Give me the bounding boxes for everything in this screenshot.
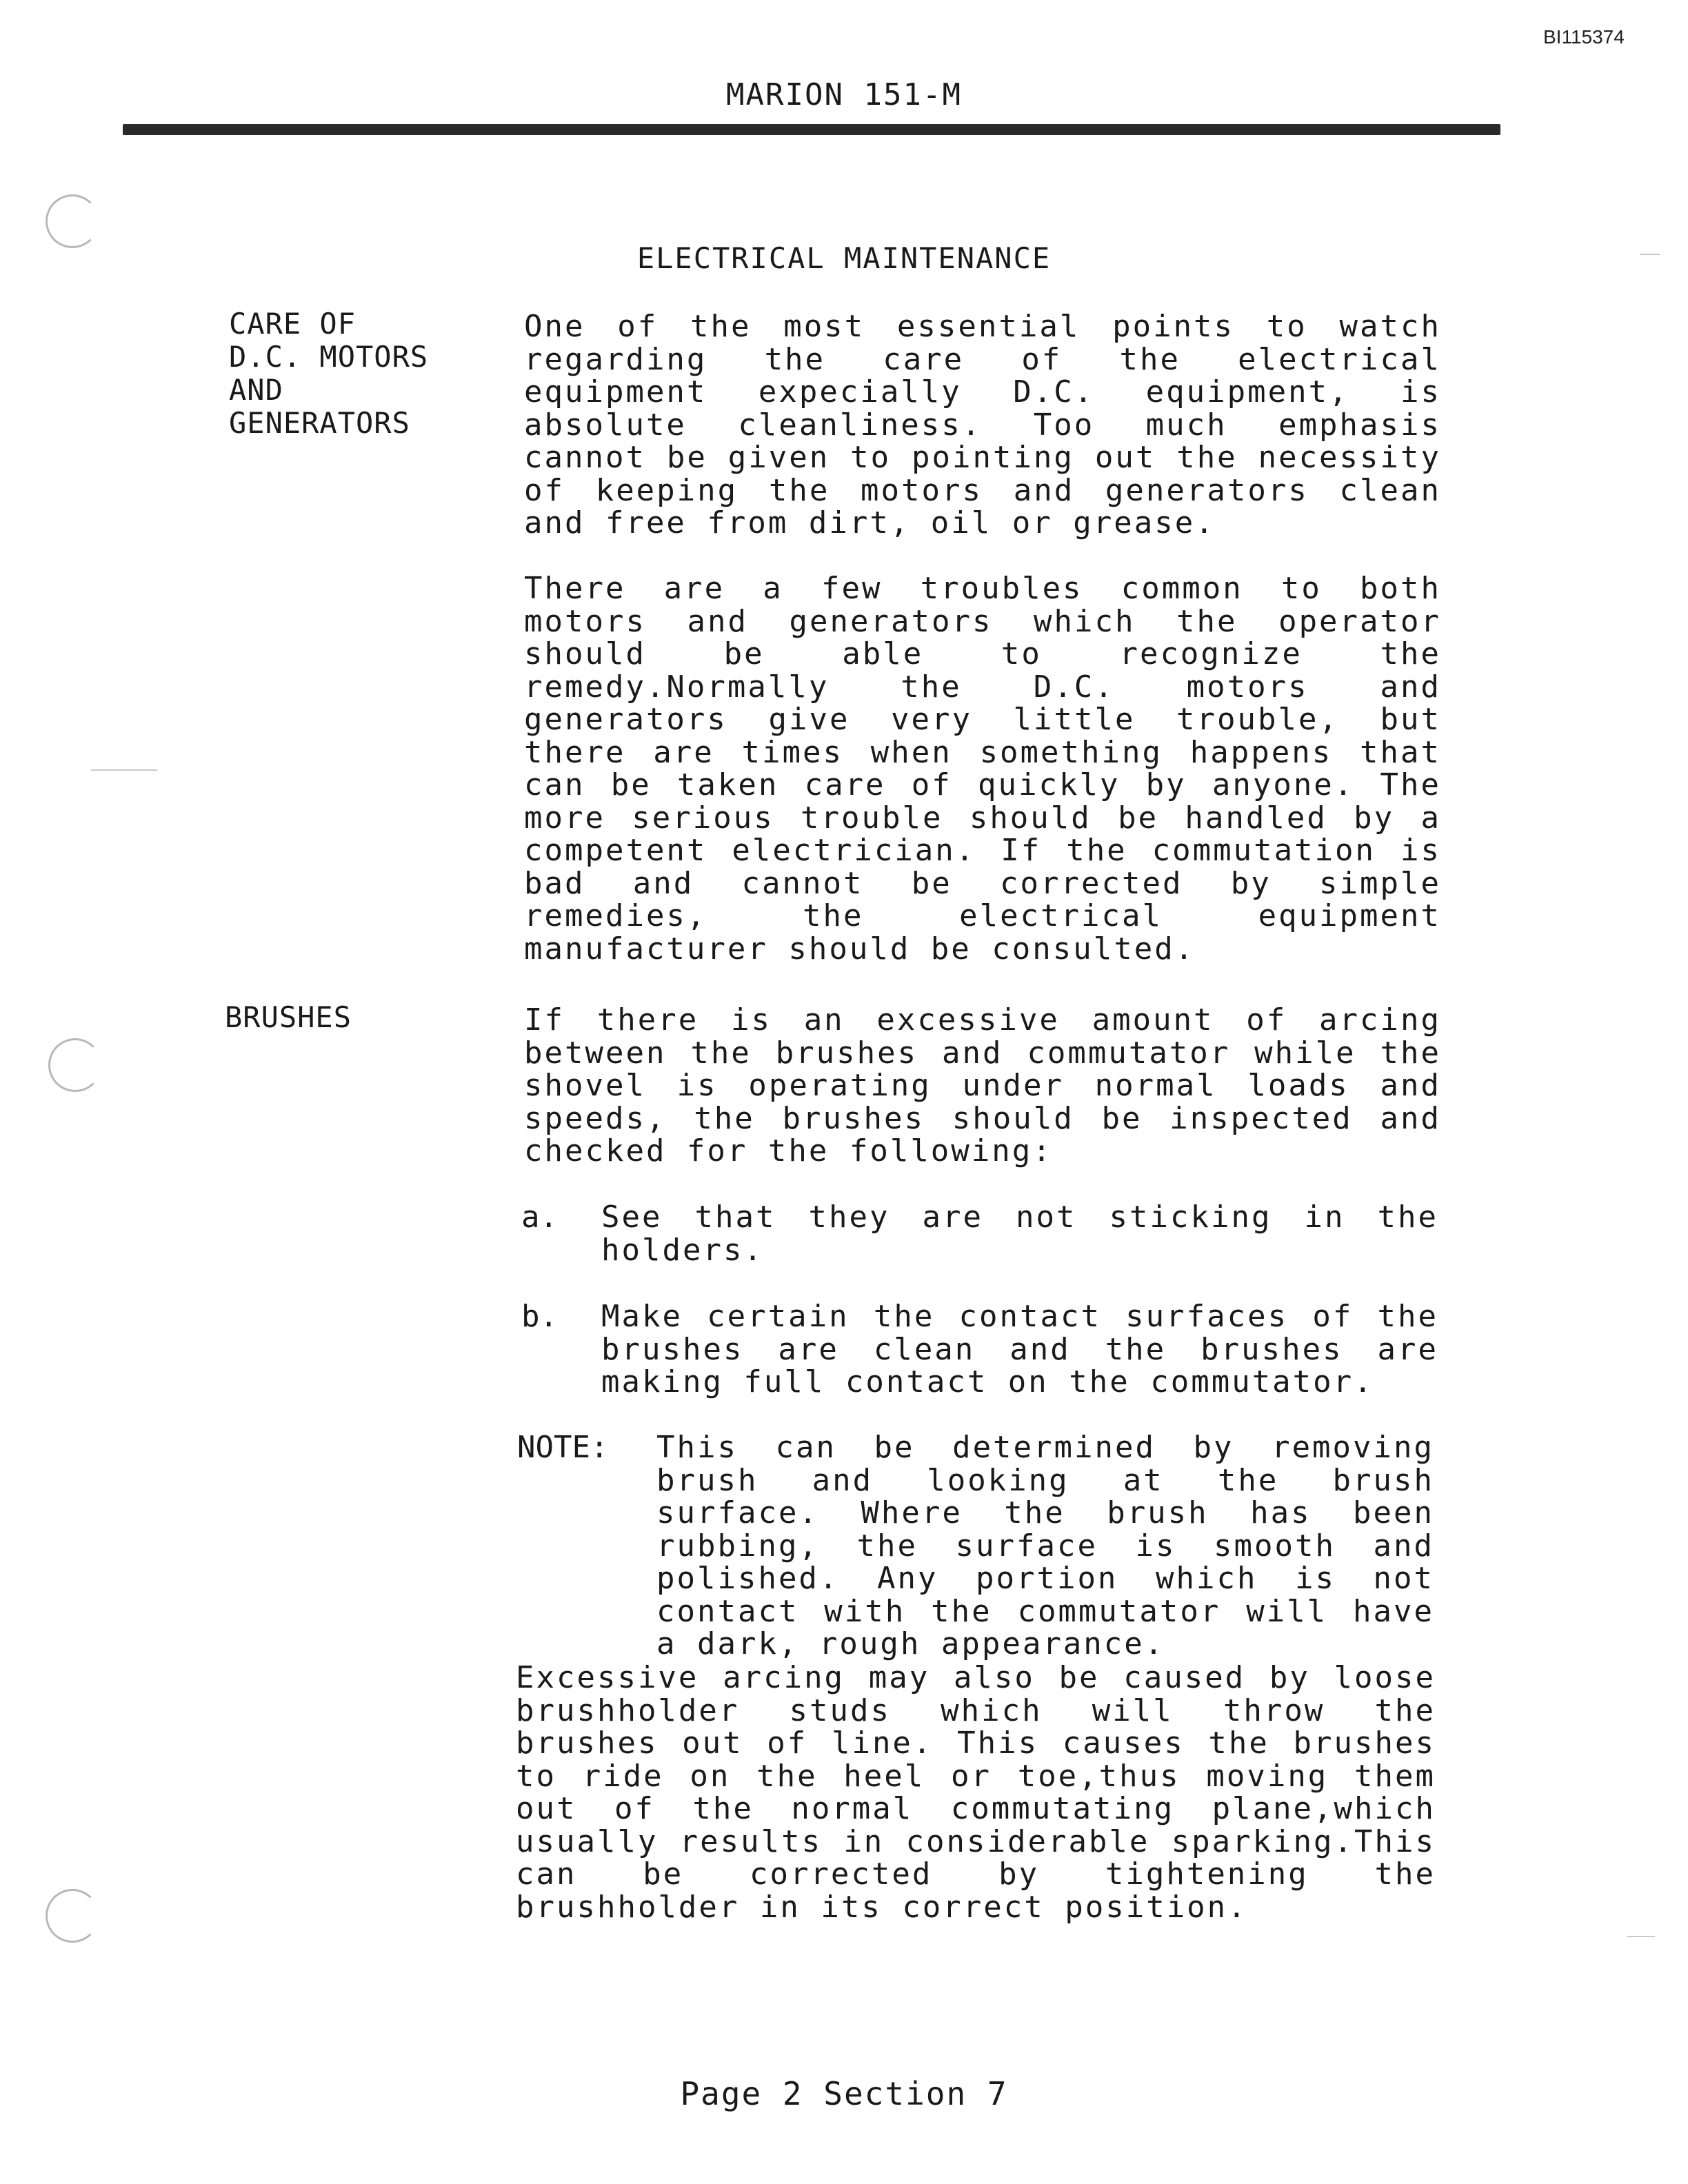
list-marker-b: b. <box>521 1299 558 1334</box>
section-title: ELECTRICAL MAINTENANCE <box>636 241 1052 275</box>
edge-mark-right-bottom <box>1627 1936 1655 1937</box>
edge-mark-left <box>91 769 157 771</box>
note-label: NOTE: <box>517 1430 609 1465</box>
page-footer: Page 2 Section 7 <box>680 2075 1008 2112</box>
brushes-final-paragraph: Excessive arcing may also be caused by loose brushholder studs which will throw the brushes out of line. This causes the brushes to ride on the heel or toe,thus moving them out of the normal commutating plane,which usually results in considerable sparking.This can be corrected by tightening the brushholder in its correct position. <box>516 1660 1436 1925</box>
header-title: MARION 151-M <box>726 77 962 112</box>
care-paragraph-2: There are a few troubles common to both motors and generators which the operator should be able to recognize the remedy.Normally the D.C. motors and generators give very little trouble, but there are times when something happens that can be taken care of quickly by anyone. The more serious trouble should be handled by a competent electrician. If the commutation is bad and cannot be corrected by simple remedies, the electrical equipment manufacturer should be consulted. <box>524 571 1441 967</box>
punch-hole-top <box>46 194 99 248</box>
side-heading-brushes: BRUSHES <box>225 1000 352 1034</box>
side-heading-care: CARE OF D.C. MOTORS AND GENERATORS <box>229 307 429 440</box>
header-rule <box>123 124 1500 135</box>
care-paragraph-1: One of the most essential points to watch regarding the care of the electrical equipment expecially D.C. equipment, is absolute cleanliness. Too much emphasis cannot be given to pointing out the necessity of keeping the motors and generators clean and free from dirt, oil or grease. <box>524 309 1441 540</box>
punch-hole-bottom <box>46 1889 99 1943</box>
document-id: BI115374 <box>1543 26 1625 48</box>
list-item-a-text: See that they are not sticking in the holders. <box>601 1200 1438 1268</box>
punch-hole-middle <box>48 1038 102 1092</box>
note-text: This can be determined by removing brush and looking at the brush surface. Where the brush has been rubbing, the surface is smooth and polished. Any portion which is not contact with the commutator will have a dark, rough appearance. <box>656 1430 1434 1661</box>
brushes-intro-paragraph: If there is an excessive amount of arcing between the brushes and commutator while the shovel is operating under normal loads and speeds, the brushes should be inspected and checked for the following: <box>524 1002 1441 1169</box>
list-item-b-text: Make certain the contact surfaces of the brushes are clean and the brushes are making full contact on the commutator. <box>601 1299 1438 1399</box>
edge-mark-right-top <box>1640 254 1660 255</box>
list-marker-a: a. <box>521 1200 558 1235</box>
